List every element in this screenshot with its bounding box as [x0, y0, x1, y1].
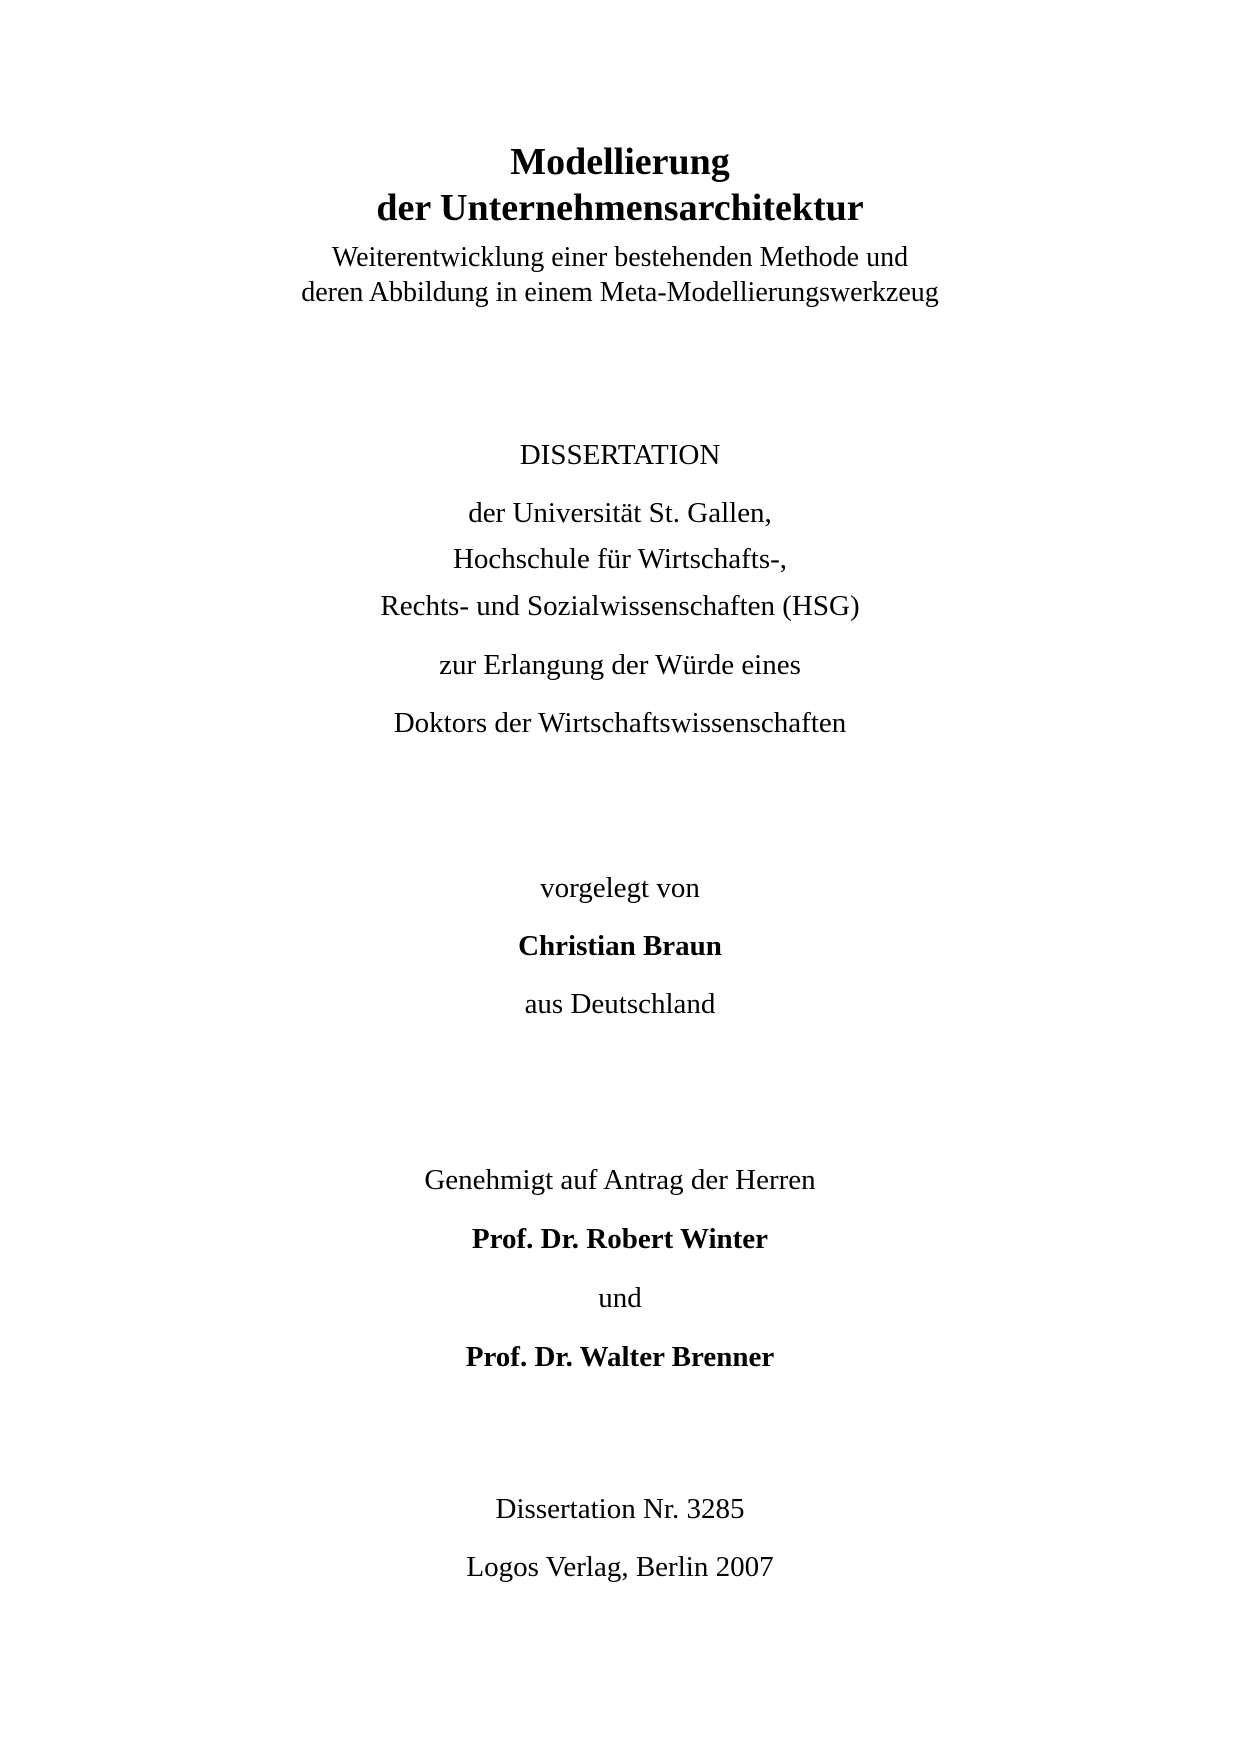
purpose-line-1: zur Erlangung der Würde eines	[439, 649, 801, 681]
approval-intro: Genehmigt auf Antrag der Herren	[424, 1164, 816, 1196]
subtitle-line-1: Weiterentwicklung einer bestehenden Methode und	[331, 242, 909, 273]
author-name: Christian Braun	[518, 930, 722, 962]
referee-2: Prof. Dr. Walter Brenner	[465, 1341, 775, 1373]
author-origin: aus Deutschland	[524, 988, 716, 1020]
referee-1: Prof. Dr. Robert Winter	[471, 1223, 769, 1255]
title-line-2: der Unternehmensarchitektur	[376, 187, 864, 229]
university-line-2: Hochschule für Wirtschafts-,	[452, 543, 788, 575]
presented-by: vorgelegt von	[540, 872, 700, 904]
subtitle-line-2: deren Abbildung in einem Meta-Modellierungswerkzeug	[301, 277, 939, 308]
university-line-3: Rechts- und Sozialwissenschaften (HSG)	[380, 590, 860, 622]
publisher-line: Logos Verlag, Berlin 2007	[466, 1551, 774, 1583]
referee-conjunction: und	[598, 1282, 642, 1314]
title-line-1: Modellierung	[510, 141, 730, 183]
dissertation-heading: DISSERTATION	[519, 439, 721, 471]
dissertation-number: Dissertation Nr. 3285	[495, 1493, 745, 1525]
university-line-1: der Universität St. Gallen,	[468, 497, 772, 529]
purpose-line-2: Doktors der Wirtschaftswissenschaften	[393, 707, 847, 739]
